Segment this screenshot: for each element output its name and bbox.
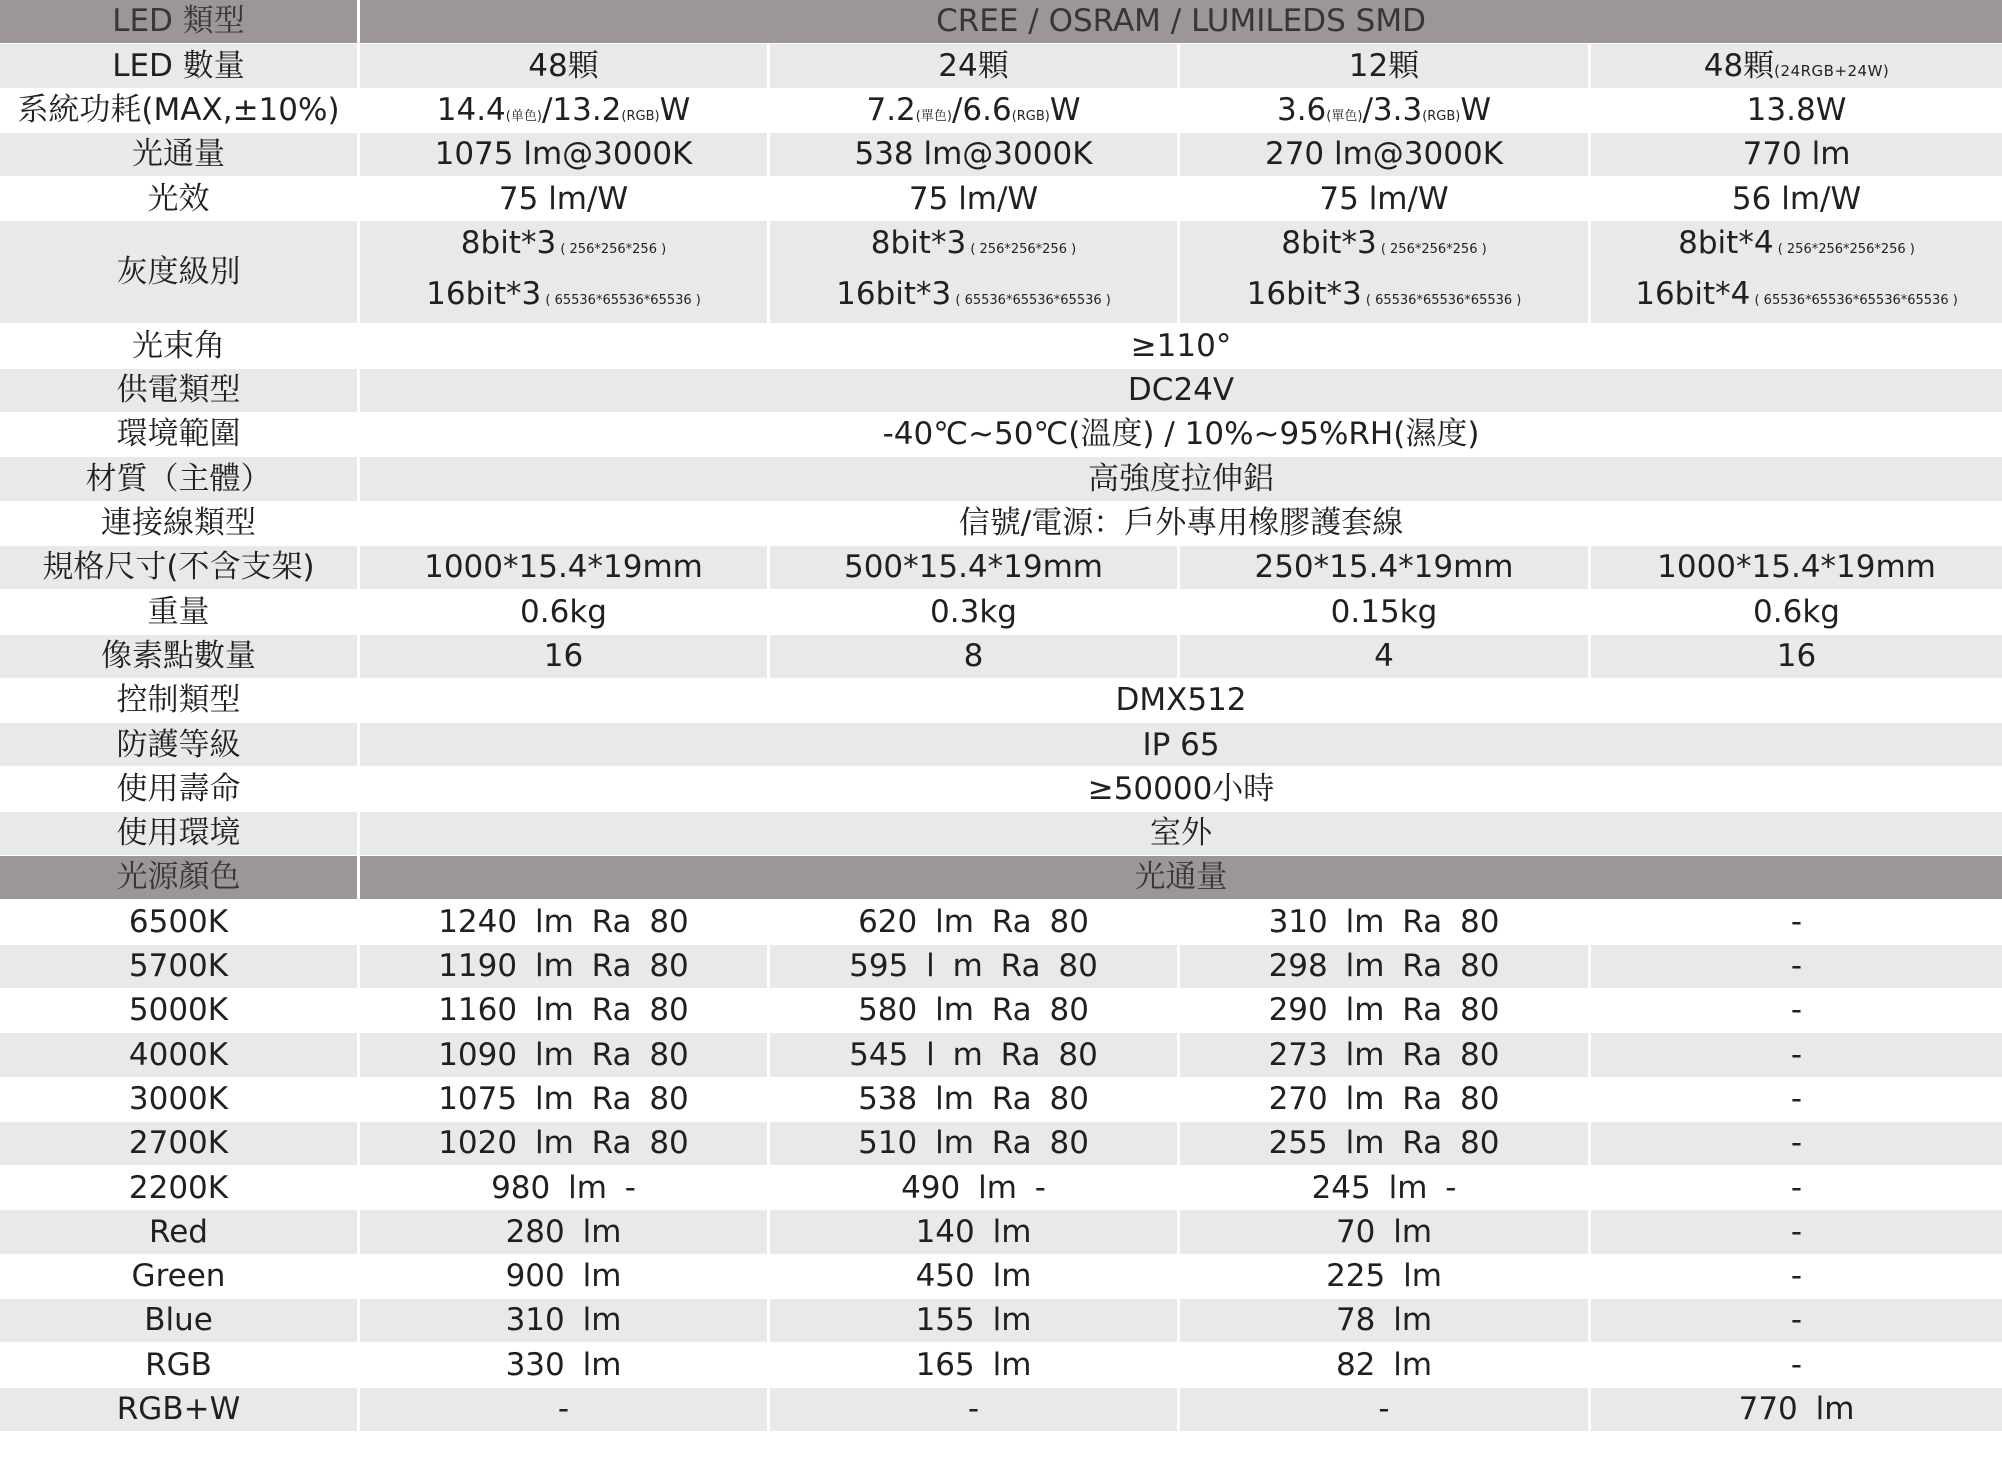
cell: 56 lm/W [1591, 177, 2002, 221]
color-row-5000k [0, 989, 2002, 1033]
row-label: 使用環境 [0, 812, 360, 856]
cell-note: (单色) [505, 108, 542, 124]
color-row-green [0, 1255, 2002, 1299]
gray-value: 16bit*3 [1246, 276, 1362, 313]
power-mono: 14.4 [436, 91, 506, 128]
cell-note: ( 65536*65536*65536 ) [951, 293, 1111, 309]
cell: 310 lm [360, 1299, 770, 1343]
cell: 620 lm Ra 80 [770, 900, 1180, 944]
cell: 1240 lm Ra 80 [360, 900, 770, 944]
cell: 24顆 [770, 44, 1180, 88]
row-label: 供電類型 [0, 369, 360, 413]
cell: 165 lm [770, 1343, 1180, 1387]
cell: 48顆 [360, 44, 770, 88]
color-row-3000k [0, 1078, 2002, 1122]
cell: 290 lm Ra 80 [1180, 989, 1591, 1033]
row-label: 環境範圍 [0, 413, 360, 457]
beam-angle-row [0, 324, 2002, 368]
cell: 225 lm [1180, 1255, 1591, 1299]
cell: - [1591, 1210, 2002, 1254]
usage-environment-row [0, 812, 2002, 856]
cell: 155 lm [770, 1299, 1180, 1343]
power-unit: W [1049, 91, 1081, 128]
gray-level-row [0, 221, 2002, 324]
cell-note: ( 65536*65536*65536 ) [1361, 293, 1522, 309]
cell-note: ( 256*256*256 ) [966, 242, 1077, 258]
cell-note: ( 65536*65536*65536 ) [541, 293, 701, 309]
cell: 500*15.4*19mm [770, 546, 1180, 590]
gray-line-8bit [770, 221, 1177, 272]
weight-row [0, 590, 2002, 634]
gray-value: 8bit*3 [1281, 225, 1377, 262]
cell: 900 lm [360, 1255, 770, 1299]
cell-note: (RGB) [1422, 108, 1461, 124]
cell [770, 89, 1180, 133]
row-label: RGB [0, 1343, 360, 1387]
cell: 1160 lm Ra 80 [360, 989, 770, 1033]
power-rgb: /6.6 [951, 91, 1012, 128]
led-count-row [0, 44, 2002, 88]
row-label: 像素點數量 [0, 635, 360, 679]
cell: 82 lm [1180, 1343, 1591, 1387]
cell: 770 lm [1591, 1388, 2002, 1432]
gray-value: 8bit*4 [1678, 225, 1774, 262]
cell: 70 lm [1180, 1210, 1591, 1254]
gray-line-16bit [770, 272, 1177, 323]
cell-note: (RGB) [621, 108, 660, 124]
cell: 75 lm/W [1180, 177, 1591, 221]
cell: 255 lm Ra 80 [1180, 1122, 1591, 1166]
cell: 0.6kg [1591, 590, 2002, 634]
cell: 16 [360, 635, 770, 679]
row-label: 光通量 [0, 133, 360, 177]
cell: 595 l m Ra 80 [770, 945, 1180, 989]
cell [1591, 44, 2002, 88]
cell [360, 221, 770, 324]
cell: - [1591, 1078, 2002, 1122]
control-type-row [0, 679, 2002, 723]
row-label: 4000K [0, 1033, 360, 1077]
cell-note: ( 65536*65536*65536*65536 ) [1750, 293, 1958, 309]
color-row-5700k [0, 945, 2002, 989]
gray-line-8bit [1591, 221, 2002, 272]
cell: 1000*15.4*19mm [360, 546, 770, 590]
cell: 538 lm@3000K [770, 133, 1180, 177]
cell: 16 [1591, 635, 2002, 679]
cell: 490 lm - [770, 1166, 1180, 1210]
row-value: ≥50000小時 [360, 767, 2002, 811]
cell: 245 lm - [1180, 1166, 1591, 1210]
cell: 78 lm [1180, 1299, 1591, 1343]
cell: 13.8W [1591, 89, 2002, 133]
gray-value: 8bit*3 [870, 225, 967, 262]
row-label: 重量 [0, 590, 360, 634]
cell: 450 lm [770, 1255, 1180, 1299]
cell: - [360, 1388, 770, 1432]
row-label: LED 類型 [0, 0, 360, 44]
cell: 280 lm [360, 1210, 770, 1254]
row-value: 室外 [360, 812, 2002, 856]
cell: 580 lm Ra 80 [770, 989, 1180, 1033]
cell: 270 lm@3000K [1180, 133, 1591, 177]
cell: 140 lm [770, 1210, 1180, 1254]
gray-line-8bit [360, 221, 767, 272]
row-label: LED 數量 [0, 44, 360, 88]
cell: 270 lm Ra 80 [1180, 1078, 1591, 1122]
row-label: 規格尺寸(不含支架) [0, 546, 360, 590]
row-label: 防護等級 [0, 723, 360, 767]
cell-note: (單色) [915, 108, 952, 124]
cell: - [770, 1388, 1180, 1432]
row-value: DMX512 [360, 679, 2002, 723]
color-row-rgbw [0, 1388, 2002, 1432]
cell-note: ( 256*256*256 ) [556, 242, 667, 258]
row-value: CREE / OSRAM / LUMILEDS SMD [360, 0, 2002, 44]
cell: 75 lm/W [770, 177, 1180, 221]
gray-value: 16bit*3 [426, 276, 542, 313]
gray-line-16bit [360, 272, 767, 323]
cell-note: (RGB) [1011, 108, 1050, 124]
row-label: 材質（主體） [0, 457, 360, 501]
gray-value: 16bit*3 [836, 276, 952, 313]
row-label: 光效 [0, 177, 360, 221]
power-mono: 7.2 [866, 91, 916, 128]
row-value: ≥110° [360, 324, 2002, 368]
cell-note: ( 256*256*256 ) [1376, 242, 1487, 258]
cell: - [1591, 1255, 2002, 1299]
row-value: 光通量 [360, 856, 2002, 900]
row-label: 光源顏色 [0, 856, 360, 900]
row-label: 系統功耗(MAX,±10%) [0, 89, 360, 133]
gray-value: 16bit*4 [1635, 276, 1751, 313]
power-supply-row [0, 369, 2002, 413]
row-label: Green [0, 1255, 360, 1299]
gray-line-16bit [1180, 272, 1588, 323]
cell: 510 lm Ra 80 [770, 1122, 1180, 1166]
cell: 273 lm Ra 80 [1180, 1033, 1591, 1077]
cell: - [1591, 1299, 2002, 1343]
row-label: 5700K [0, 945, 360, 989]
row-label: 3000K [0, 1078, 360, 1122]
size-row [0, 546, 2002, 590]
cell: 980 lm - [360, 1166, 770, 1210]
color-header-row [0, 856, 2002, 900]
color-row-rgb [0, 1343, 2002, 1387]
color-row-blue [0, 1299, 2002, 1343]
power-unit: W [659, 91, 691, 128]
cell: 545 l m Ra 80 [770, 1033, 1180, 1077]
cell: 1000*15.4*19mm [1591, 546, 2002, 590]
cell: 1090 lm Ra 80 [360, 1033, 770, 1077]
row-value: 高強度拉伸鋁 [360, 457, 2002, 501]
row-label: Red [0, 1210, 360, 1254]
row-label: 光束角 [0, 324, 360, 368]
row-label: 2700K [0, 1122, 360, 1166]
cell-value: 48顆 [1703, 47, 1775, 84]
power-rgb: /13.2 [541, 91, 622, 128]
color-row-2200k [0, 1166, 2002, 1210]
cell: - [1591, 900, 2002, 944]
row-value: IP 65 [360, 723, 2002, 767]
row-value: 信號/電源：戶外專用橡膠護套線 [360, 502, 2002, 546]
cell: 1075 lm@3000K [360, 133, 770, 177]
cell: - [1591, 989, 2002, 1033]
row-label: 灰度級別 [0, 221, 360, 324]
cell: 0.6kg [360, 590, 770, 634]
cell: 12顆 [1180, 44, 1591, 88]
cell: - [1591, 1166, 2002, 1210]
cell: - [1591, 1122, 2002, 1166]
cell: 1075 lm Ra 80 [360, 1078, 770, 1122]
color-row-red [0, 1210, 2002, 1254]
cell [770, 221, 1180, 324]
cell: 0.3kg [770, 590, 1180, 634]
gray-line-16bit [1591, 272, 2002, 323]
cell: 8 [770, 635, 1180, 679]
cell: 1020 lm Ra 80 [360, 1122, 770, 1166]
cell [1180, 89, 1591, 133]
row-label: 連接線類型 [0, 502, 360, 546]
cell: 538 lm Ra 80 [770, 1078, 1180, 1122]
cell: 330 lm [360, 1343, 770, 1387]
color-row-4000k [0, 1033, 2002, 1077]
row-label: 6500K [0, 900, 360, 944]
led-type-row [0, 0, 2002, 44]
row-value: DC24V [360, 369, 2002, 413]
cell: - [1591, 945, 2002, 989]
row-label: 使用壽命 [0, 767, 360, 811]
cell: 75 lm/W [360, 177, 770, 221]
flux-row [0, 133, 2002, 177]
cell [1591, 221, 2002, 324]
row-label: 控制類型 [0, 679, 360, 723]
color-row-2700k [0, 1122, 2002, 1166]
cell-note: (24RGB+24W) [1774, 61, 1890, 80]
row-label: RGB+W [0, 1388, 360, 1432]
environment-row [0, 413, 2002, 457]
gray-value: 8bit*3 [460, 225, 557, 262]
cell-note: (單色) [1326, 108, 1363, 124]
row-label: Blue [0, 1299, 360, 1343]
cell: 250*15.4*19mm [1180, 546, 1591, 590]
row-value: -40℃~50℃(溫度) / 10%~95%RH(濕度) [360, 413, 2002, 457]
cell: 310 lm Ra 80 [1180, 900, 1591, 944]
row-label: 5000K [0, 989, 360, 1033]
cell: 770 lm [1591, 133, 2002, 177]
cell [360, 89, 770, 133]
cell: 298 lm Ra 80 [1180, 945, 1591, 989]
row-label: 2200K [0, 1166, 360, 1210]
protection-row [0, 723, 2002, 767]
color-row-6500k [0, 900, 2002, 944]
efficacy-row [0, 177, 2002, 221]
cell: - [1180, 1388, 1591, 1432]
power-unit: W [1460, 91, 1492, 128]
cell: 1190 lm Ra 80 [360, 945, 770, 989]
cell: - [1591, 1033, 2002, 1077]
cell: 4 [1180, 635, 1591, 679]
material-row [0, 457, 2002, 501]
cell: - [1591, 1343, 2002, 1387]
cable-type-row [0, 502, 2002, 546]
cell [1180, 221, 1591, 324]
power-row [0, 89, 2002, 133]
lifetime-row [0, 767, 2002, 811]
power-rgb: /3.3 [1362, 91, 1423, 128]
cell-note: ( 256*256*256*256 ) [1773, 242, 1915, 258]
cell: 0.15kg [1180, 590, 1591, 634]
power-mono: 3.6 [1276, 91, 1327, 128]
pixel-count-row [0, 635, 2002, 679]
gray-line-8bit [1180, 221, 1588, 272]
